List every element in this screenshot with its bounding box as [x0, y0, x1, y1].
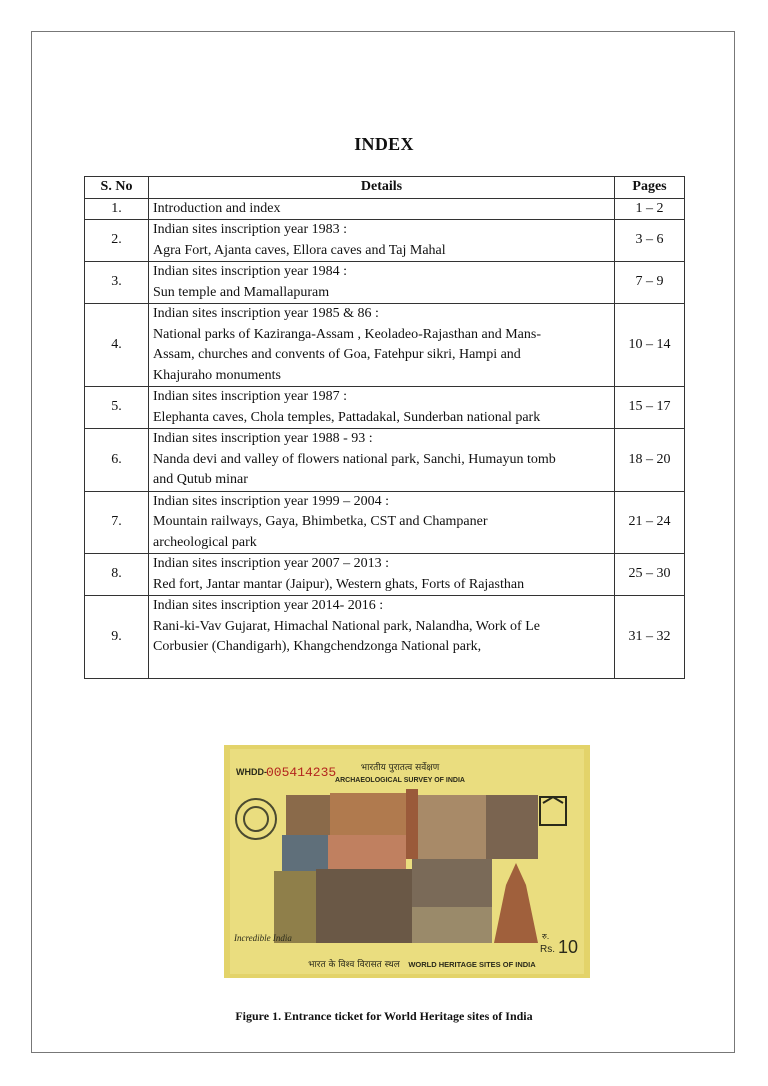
row-serial-number: 3.	[85, 262, 149, 304]
details-line: Introduction and index	[153, 200, 281, 216]
monument-photo-tile	[412, 859, 492, 907]
row-details	[149, 387, 615, 429]
table-row	[85, 429, 685, 492]
row-pages: 21 – 24	[615, 491, 685, 554]
details-line: Agra Fort, Ajanta caves, Ellora caves and Taj Mahal	[153, 242, 446, 258]
details-line: Mountain railways, Gaya, Bhimbetka, CST and Champaner	[153, 514, 488, 529]
figure-caption: Figure 1. Entrance ticket for World Heritage sites of India	[235, 1009, 533, 1023]
row-pages: 10 – 14	[615, 304, 685, 387]
row-serial-number: 8.	[85, 554, 149, 596]
details-line: Indian sites inscription year 2014- 2016 :	[153, 598, 384, 613]
row-serial-number: 1.	[85, 198, 149, 220]
row-pages: 15 – 17	[615, 387, 685, 429]
ticket-hindi-header: भारतीय पुरातत्व सर्वेक्षण	[360, 763, 440, 773]
ticket-serial-number: 005414235	[266, 765, 337, 780]
row-details	[149, 198, 615, 220]
row-pages: 1 – 2	[615, 198, 685, 220]
row-serial-number: 9.	[85, 596, 149, 679]
table-row	[85, 491, 685, 554]
header-pages: Pages	[615, 177, 685, 199]
index-table	[84, 176, 685, 679]
row-pages: 3 – 6	[615, 220, 685, 262]
monument-photo-tile	[328, 835, 406, 869]
page-title: INDEX	[354, 134, 414, 154]
row-details	[149, 491, 615, 554]
details-line: Indian sites inscription year 1999 – 2004 :	[153, 493, 390, 509]
details-line: and Qutub minar	[153, 472, 248, 487]
ticket-english-header: ARCHAEOLOGICAL SURVEY OF INDIA	[335, 777, 465, 784]
details-line: National parks of Kaziranga-Assam , Keoladeo-Rajasthan and Mans-	[153, 326, 541, 342]
details-line	[153, 658, 609, 679]
row-pages: 7 – 9	[615, 262, 685, 304]
details-line: Khajuraho monuments	[153, 367, 281, 383]
table-row	[85, 596, 685, 679]
header-sno: S. No	[85, 177, 149, 199]
row-details	[149, 429, 615, 492]
details-line: Indian sites inscription year 1987 :	[153, 389, 348, 404]
ticket-price: 10	[558, 937, 579, 957]
monument-photo-tile	[418, 795, 486, 859]
details-line: Indian sites inscription year 1985 & 86 :	[153, 306, 379, 321]
monument-photo-tile	[282, 835, 328, 871]
details-line: Sun temple and Mamallapuram	[153, 284, 330, 300]
row-details	[149, 554, 615, 596]
details-line: Indian sites inscription year 2007 – 2013 :	[153, 556, 390, 571]
row-pages: 31 – 32	[615, 596, 685, 679]
ticket-serial-prefix: WHDD-	[236, 767, 267, 777]
details-line: Rani-ki-Vav Gujarat, Himachal National park, Nalandha, Work of Le	[153, 618, 540, 634]
monument-photo-tile	[330, 793, 406, 835]
details-line: archeological park	[153, 534, 257, 550]
row-serial-number: 2.	[85, 220, 149, 262]
row-details	[149, 596, 615, 679]
monument-photo-tile	[486, 795, 538, 859]
monument-photo-tile	[286, 795, 330, 835]
details-line: Indian sites inscription year 1983 :	[153, 222, 348, 237]
details-line: Indian sites inscription year 1988 - 93 :	[153, 431, 373, 446]
row-details	[149, 304, 615, 387]
table-row	[85, 387, 685, 429]
row-pages: 18 – 20	[615, 429, 685, 492]
table-row	[85, 220, 685, 262]
row-details	[149, 220, 615, 262]
row-serial-number: 7.	[85, 491, 149, 554]
monument-photo-tile	[412, 907, 492, 943]
details-line: Elephanta caves, Chola temples, Pattadakal, Sunderban national park	[153, 409, 541, 425]
ticket-image	[224, 745, 590, 978]
ticket-brand-label: Incredible India	[234, 933, 292, 943]
ticket-price-prefix: Rs.	[540, 944, 555, 955]
header-details: Details	[149, 177, 615, 199]
details-line: Indian sites inscription year 1984 :	[153, 264, 348, 279]
monument-photo-tile	[406, 789, 418, 859]
ticket-footer-english: WORLD HERITAGE SITES OF INDIA	[408, 960, 536, 969]
details-line: Corbusier (Chandigarh), Khangchendzonga National park,	[153, 639, 482, 654]
ticket-footer-hindi: भारत के विश्व विरासत स्थल	[308, 960, 400, 970]
table-row	[85, 262, 685, 304]
monument-photo-tile	[316, 869, 412, 943]
row-serial-number: 6.	[85, 429, 149, 492]
table-row	[85, 304, 685, 387]
details-line: Nanda devi and valley of flowers national park, Sanchi, Humayun tomb	[153, 451, 556, 467]
row-serial-number: 5.	[85, 387, 149, 429]
table-header-row	[85, 177, 685, 199]
row-details	[149, 262, 615, 304]
row-serial-number: 4.	[85, 304, 149, 387]
table-row	[85, 198, 685, 220]
row-pages: 25 – 30	[615, 554, 685, 596]
details-line: Red fort, Jantar mantar (Jaipur), Western ghats, Forts of Rajasthan	[153, 576, 525, 592]
table-row	[85, 554, 685, 596]
ticket-price-hindi: रु.	[542, 932, 550, 941]
details-line: Assam, churches and convents of Goa, Fatehpur sikri, Hampi and	[153, 347, 521, 362]
